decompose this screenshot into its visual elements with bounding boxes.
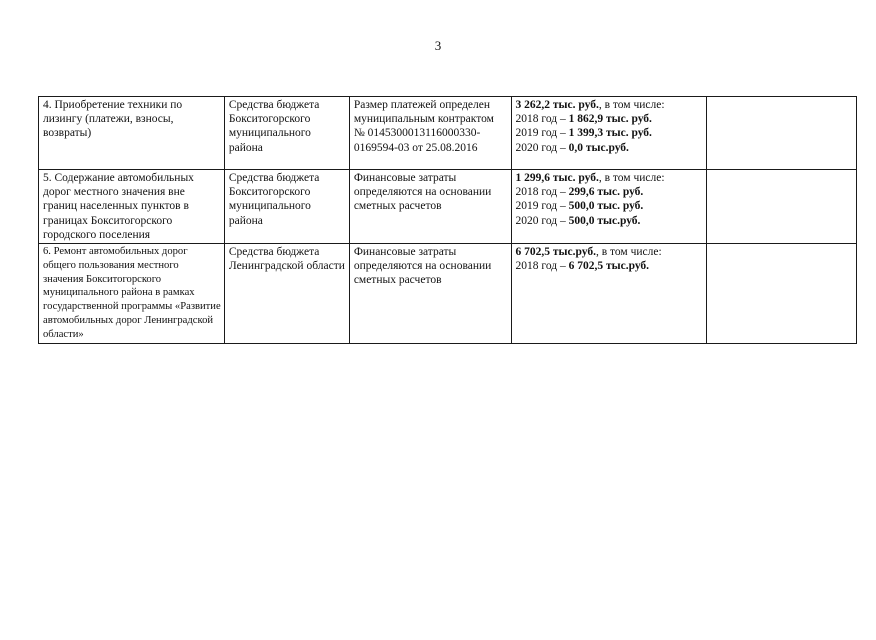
amount-cell bbox=[511, 97, 706, 170]
year-amount: 0,0 тыс.руб. bbox=[568, 141, 629, 154]
note-cell bbox=[706, 97, 856, 170]
funding-source-cell: Средства бюджета Бокситогорского муниципального района bbox=[224, 170, 349, 244]
amount-total-line bbox=[516, 98, 703, 112]
amount-year-line bbox=[516, 185, 703, 199]
amount-total: 3 262,2 тыс. руб. bbox=[515, 99, 599, 111]
year-label: 2018 год – bbox=[515, 186, 569, 199]
year-amount: 1 399,3 тыс. руб. bbox=[568, 127, 652, 140]
amount-year-line bbox=[516, 126, 703, 140]
amount-year-line bbox=[516, 199, 703, 213]
amount-total: 6 702,5 тыс.руб. bbox=[515, 246, 596, 259]
event-cell: 5. Содержание автомобильных дорог местного значения вне границ населенных пунктов в границах Бокситогорского городского поселения bbox=[39, 170, 225, 244]
amount-total: 1 299,6 тыс. руб. bbox=[515, 172, 599, 184]
year-label: 2020 год – bbox=[515, 214, 569, 227]
basis-cell: Финансовые затраты определяются на основании сметных расчетов bbox=[349, 170, 511, 244]
year-label: 2020 год – bbox=[515, 141, 569, 154]
table-row bbox=[39, 170, 857, 244]
amount-total-line bbox=[516, 245, 703, 259]
amount-total-line bbox=[516, 171, 703, 185]
funding-source-cell: Средства бюджета Ленинградской области bbox=[224, 244, 349, 344]
amount-year-line bbox=[516, 141, 703, 155]
year-label: 2018 год – bbox=[515, 113, 569, 126]
year-amount: 500,0 тыс.руб. bbox=[568, 214, 641, 227]
event-cell: 4. Приобретение техники по лизингу (платежи, взносы, возвраты) bbox=[39, 97, 225, 170]
note-cell bbox=[706, 170, 856, 244]
amount-year-line bbox=[516, 112, 703, 126]
funding-source-cell: Средства бюджета Бокситогорского муниципального района bbox=[224, 97, 349, 170]
amount-cell bbox=[511, 244, 706, 344]
year-label: 2018 год – bbox=[515, 260, 569, 273]
amount-year-line bbox=[516, 259, 703, 273]
event-cell: 6. Ремонт автомобильных дорог общего пользования местного значения Бокситогорского муниципального района в рамках государственной программы «Развитие автомобильных дорог Ленинградской области» bbox=[39, 244, 225, 344]
basis-cell: Размер платежей определен муниципальным контрактом № 0145300013116000330-0169594-03 от 25.08.2016 bbox=[349, 97, 511, 170]
amount-total-suffix: , в том числе: bbox=[598, 172, 665, 184]
amount-year-line bbox=[516, 214, 703, 228]
year-label: 2019 год – bbox=[515, 200, 569, 213]
page-number: 3 bbox=[434, 38, 442, 53]
year-amount: 500,0 тыс. руб. bbox=[568, 200, 644, 213]
amount-total-suffix: , в том числе: bbox=[598, 99, 665, 111]
basis-cell: Финансовые затраты определяются на основании сметных расчетов bbox=[349, 244, 511, 344]
amount-cell bbox=[511, 170, 706, 244]
note-cell bbox=[706, 244, 856, 344]
table-row bbox=[39, 97, 857, 170]
funding-table bbox=[38, 96, 857, 344]
year-amount: 299,6 тыс. руб. bbox=[568, 186, 644, 199]
amount-total-suffix: , в том числе: bbox=[595, 246, 662, 259]
year-amount: 6 702,5 тыс.руб. bbox=[568, 260, 650, 273]
year-amount: 1 862,9 тыс. руб. bbox=[568, 113, 652, 126]
table-row bbox=[39, 244, 857, 344]
year-label: 2019 год – bbox=[515, 127, 569, 140]
